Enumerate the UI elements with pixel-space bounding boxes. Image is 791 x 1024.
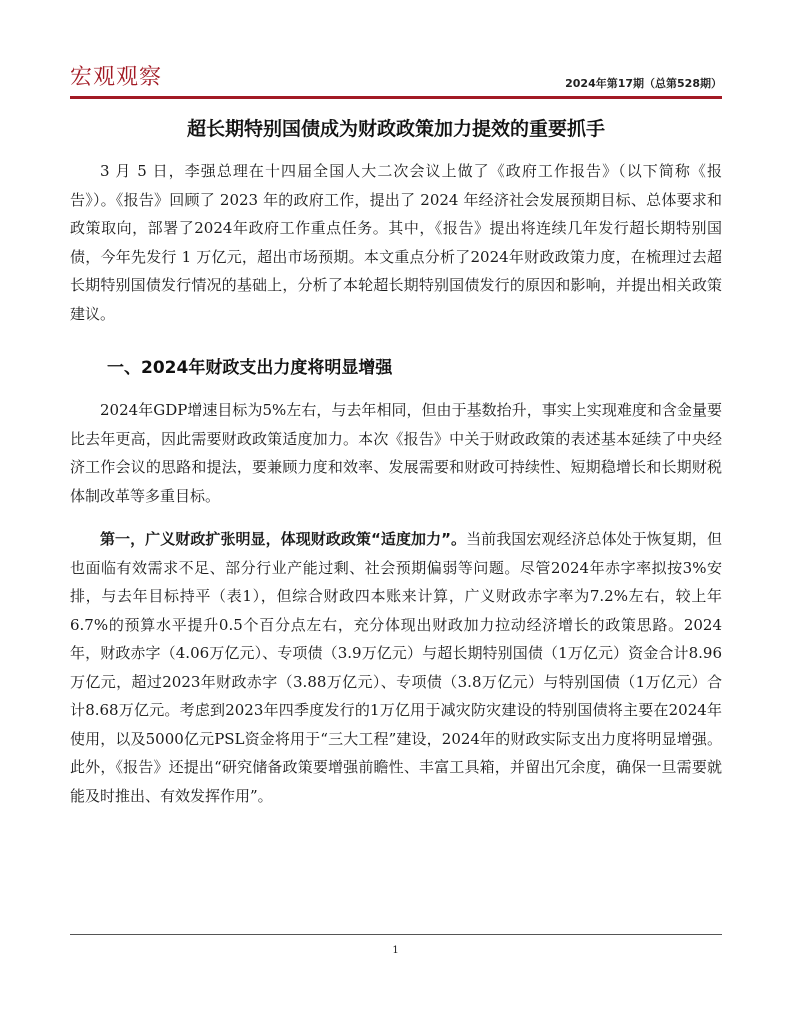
issue-number: 2024年第17期（总第528期） bbox=[565, 77, 722, 90]
section-heading: 一、2024年财政支出力度将明显增强 bbox=[107, 358, 393, 378]
paragraph-text: 当前我国宏观经济总体处于恢复期，但也面临有效需求不足、部分行业产能过剩、社会预期偏弱等问题。尽管2024年赤字率拟按3%安排，与去年目标持平（表1），但综合财政四本账来计算，广义财政赤字率为7.2%左右，较上年6.7%的预算水平提升0.5个百分点左右，充分体现出财政加力拉动经济增长的政策思路。2024年，财政赤字（4.06万亿元）、专项债（3.9万亿元）与超长期特别国债（1万亿元）资金合计8.96万亿元，超过2023年财政赤字（3.88万亿元）、专项债（3.8万亿元）与特别国债（1万亿元）合计8.68万亿元。考虑到2023年四季度发行的1万亿用于减灾防灾建设的特别国债将主要在2024年使用，以及5000亿元PSL资金将用于“三大工程”建设，2024年的财政实际支出力度将明显增强。此外，《报告》还提出“研究储备政策要增强前瞻性、丰富工具箱，并留出冗余度，确保一旦需要就能及时推出、有效发挥作用”。 bbox=[70, 530, 722, 805]
intro-paragraph: 3 月 5 日，李强总理在十四届全国人大二次会议上做了《政府工作报告》（以下简称《报告》）。《报告》回顾了 2023 年的政府工作，提出了 2024 年经济社会发展预期目标、总体要求和政策取向，部署了2024年政府工作重点任务。其中，《报告》提出将连续几年发行超长期特别国债，今年先发行 1 万亿元，超出市场预期。本文重点分析了2024年财政政策力度，在梳理过去超长期特别国债发行情况的基础上，分析了本轮超长期特别国债发行的原因和影响，并提出相关政策建议。 bbox=[70, 162, 722, 323]
footer-divider bbox=[70, 934, 722, 935]
body-paragraph-3 bbox=[70, 525, 722, 810]
body-paragraph-2: 2024年GDP增速目标为5%左右，与去年相同，但由于基数抬升，事实上实现难度和含金量要比去年更高，因此需要财政政策适度加力。本次《报告》中关于财政政策的表述基本延续了中央经济工作会议的思路和提法，要兼顾力度和效率、发展需要和财政可持续性、短期稳增长和长期财税体制改革等多重目标。 bbox=[70, 401, 722, 505]
brand-title: 宏观观察 bbox=[70, 65, 163, 90]
page-number: 1 bbox=[392, 945, 399, 956]
article-title: 超长期特别国债成为财政政策加力提效的重要抓手 bbox=[186, 118, 605, 140]
page-header bbox=[70, 64, 722, 99]
paragraph-lead: 第一，广义财政扩张明显，体现财政政策“适度加力”。 bbox=[100, 530, 467, 548]
